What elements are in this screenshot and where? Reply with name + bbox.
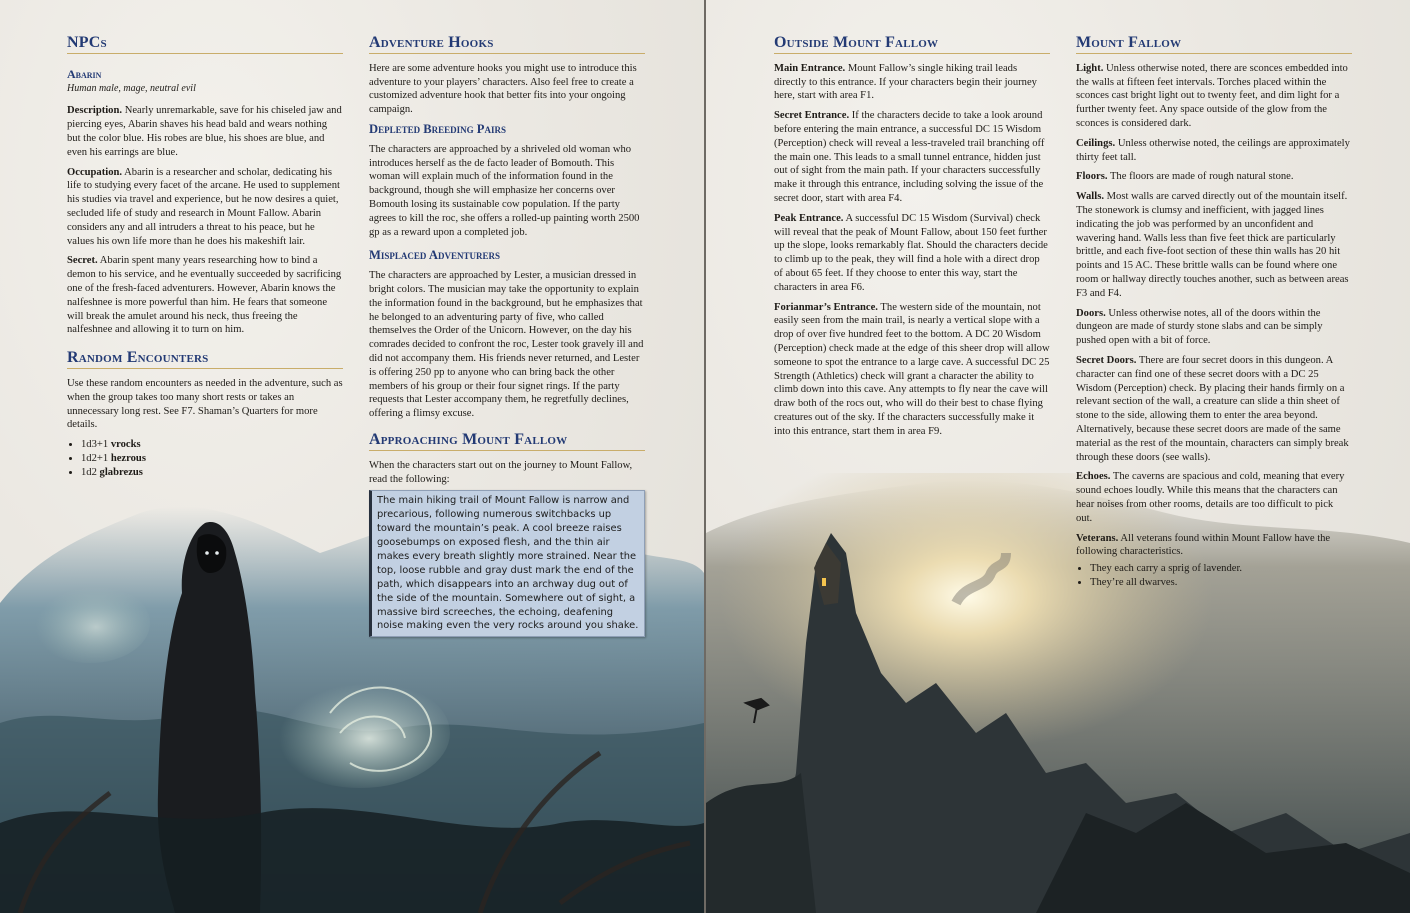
secret-doors-rule: Secret Doors. There are four secret doors in this dungeon. A character can find one of these secret doors with a DC 25 Wisdom (Perception) check. By placing their hands firmly on a relevant section of the wall, a creature can slide a thin sheet of stone to the side, allowing them to enter the area beyond. Alternatively, because these secret doors are made of the same material as the rest of the mountain, characters can simply break through these doors (see walls). bbox=[1076, 354, 1349, 463]
abarin-description: Description. Nearly unremarkable, save for his chiseled jaw and piercing eyes, Abarin shaves his head bald and wears nothing but the color blue. His robes are blue, his shoes are blue, and even his earrings are blue. bbox=[67, 105, 342, 158]
list-item: • 1d2+1 hezrous bbox=[81, 452, 343, 466]
adventure-hooks-intro: Here are some adventure hooks you might use to introduce this adventure to your players’ characters. Also feel free to create a customized adventure hook that better fits into your ongoing campaign. bbox=[369, 62, 637, 116]
list-item: • They each carry a sprig of lavender. bbox=[1090, 562, 1352, 576]
list-item: • 1d2 glabrezus bbox=[81, 466, 343, 480]
random-encounters-heading: Random Encounters bbox=[67, 351, 343, 369]
misplaced-adventurers-heading: Misplaced Adventurers bbox=[369, 248, 500, 263]
light-rule: Light. Unless otherwise noted, there are sconces embedded into the walls at fifteen feet intervals. Torches placed within the sconces cast bright light out to twenty feet, and dim light for a further twenty feet. Any space outside of the glow from the sconces is considered dark. bbox=[1076, 62, 1348, 129]
right-column-1 bbox=[774, 36, 1050, 445]
depleted-breeding-pairs-heading: Depleted Breeding Pairs bbox=[369, 121, 507, 136]
walls-rule: Walls. Most walls are carved directly out of the mountain itself. The stonework is clumsy and inefficient, with jagged lines indicating the job was performed by an unconfident and wavering hand. Walls less than five feet thick are particularly brittle, and each five-foot section of these thin walls has 20 hit points and 15 AC. These brittle walls can be found where one room or hallway directly touches another, such as between areas F3 and F4. bbox=[1076, 191, 1349, 299]
secret-entrance: Secret Entrance. If the characters decide to take a look around before entering the main entrance, a successful DC 15 Wisdom (Perception) check will reveal a less-traveled trail branching off the main one. This leads to a small tunnel entrance, hidden just out of sight from the main path. If your characters successfully make it through this entrance, including solving the issue of the secret door, start with area F4. bbox=[774, 110, 1045, 204]
depleted-breeding-pairs-text: The characters are approached by a shriveled old woman who introduces herself as the de facto leader of Bomouth. This woman will explain much of the information found in the background, though she will emphasize her concerns over Bomouth losing its sustainable cow population. If the party agrees to kill the roc, she offers a rolled-up painting worth 2500 gp as a reward upon a completed job. bbox=[369, 143, 640, 238]
peak-entrance: Peak Entrance. A successful DC 15 Wisdom (Survival) check will reveal that the peak of Mount Fallow, about 150 feet further up the slope, looks remarkably flat. Should the characters decide to climb up to the peak, they will find a hole with a direct drop of about 65 feet. If they choose to enter this way, start the characters in area F6. bbox=[774, 212, 1048, 293]
abarin-name: Abarin bbox=[67, 66, 102, 81]
ceilings-rule: Ceilings. Unless otherwise noted, the ceilings are approximately thirty feet tall. bbox=[1076, 137, 1350, 163]
misplaced-adventurers-text: The characters are approached by Lester, a musician dressed in bright colors. The musician may take the opportunity to explain the information found in the background, but he emphasizes that he belonged to an adventuring party of five, who called themselves the Order of the Unicorn. However, on the day his comrades decided to confront the roc, Lester took gravely ill and did not accompany them. His friends never returned, and Lester is offering 250 pp to anyone who can bring back the other members of his group or their four signet rings. If the party requests that Lester accompany them, he regretfully declines, offering a flimsy excuse. bbox=[369, 270, 644, 420]
mount-fallow-heading: Mount Fallow bbox=[1076, 36, 1352, 54]
read-aloud-box: The main hiking trail of Mount Fallow is narrow and precarious, following numerous switchbacks up toward the mountain’s peak. A cool breeze raises goosebumps on exposed flesh, and the thin air makes every breath slightly more strained. Near the top, loose rubble and gray dust mark the end of the path, which disappears into an archway dug out of the side of the mountain. Somewhere out of sight, a massive bird screeches, the echoing, deafening noise making even the very rocks around you shake. bbox=[369, 490, 645, 637]
veterans-rule: Veterans. All veterans found within Mount Fallow have the following characteristics. bbox=[1076, 532, 1331, 558]
list-item: • 1d3+1 vrocks bbox=[81, 438, 343, 452]
adventure-hooks-heading: Adventure Hooks bbox=[369, 36, 645, 54]
floors-rule: Floors. The floors are made of rough natural stone. bbox=[1076, 171, 1294, 183]
veteran-traits-list bbox=[1076, 562, 1352, 590]
npcs-heading: NPCs bbox=[67, 36, 343, 54]
echoes-rule: Echoes. The caverns are spacious and cold, meaning that every sound echoes loudly. While this means that the characters can hear noises from other rooms, details are too difficult to pick out. bbox=[1076, 471, 1345, 524]
random-encounters-intro: Use these random encounters as needed in the adventure, such as when the group takes too many short rests or takes an unnecessary long rest. See F7. Shaman’s Quarters for more details. bbox=[67, 377, 343, 431]
outside-mount-fallow-heading: Outside Mount Fallow bbox=[774, 36, 1050, 54]
left-column-1 bbox=[67, 36, 343, 480]
abarin-subtitle: Human male, mage, neutral evil bbox=[67, 82, 196, 94]
approaching-intro: When the characters start out on the journey to Mount Fallow, read the following: bbox=[369, 459, 633, 485]
main-entrance: Main Entrance. Mount Fallow’s single hiking trail leads directly to this entrance. If your characters begin their journey here, start with area F1. bbox=[774, 62, 1037, 102]
left-column-2 bbox=[369, 36, 645, 637]
abarin-secret: Secret. Abarin spent many years researching how to bind a demon to his service, and he eventually succeeded by sacrificing one of the fresh-faced adventurers. However, Abarin knows the nalfeshnee is more powerful than him. He fears that someone will break the amulet around his neck, thus freeing the nalfeshnee and allowing it to turn on him. bbox=[67, 255, 342, 336]
abarin-occupation: Occupation. Abarin is a researcher and scholar, dedicating his life to studying every facet of the arcane. He used to supplement his studies via travel and experience, but he now desires a quiet, secluded life of study and research in Mount Fallow. Abarin considers any and all intruders a threat to his peace, but he values his own life more than he does his makeshift lair. bbox=[67, 166, 340, 247]
encounter-list bbox=[67, 438, 343, 479]
doors-rule: Doors. Unless otherwise notes, all of the doors within the dungeon are made of sturdy stone slabs and can be simply pushed open with a bit of force. bbox=[1076, 307, 1323, 347]
approaching-heading: Approaching Mount Fallow bbox=[369, 433, 645, 451]
right-column-2 bbox=[1076, 36, 1352, 590]
left-page bbox=[0, 0, 704, 913]
forianmar-entrance: Forianmar’s Entrance. The western side of the mountain, not easily seen from the main trail, is nearly a vertical slope with a drop of over five hundred feet to the bottom. A DC 20 Wisdom (Perception) check made at the edge of this sheer drop will allow someone to spot the entrance to a large cave. A successful DC 25 Strength (Athletics) check will grant a character the ability to climb down into this cave. Any attempts to fly near the cave will draw both of the rocs out, who will do their best to chase flying creatures out of the sky. If the characters successfully make it into this entrance, start them in area F9. bbox=[774, 301, 1050, 437]
right-page bbox=[706, 0, 1410, 913]
list-item: • They’re all dwarves. bbox=[1090, 576, 1352, 590]
